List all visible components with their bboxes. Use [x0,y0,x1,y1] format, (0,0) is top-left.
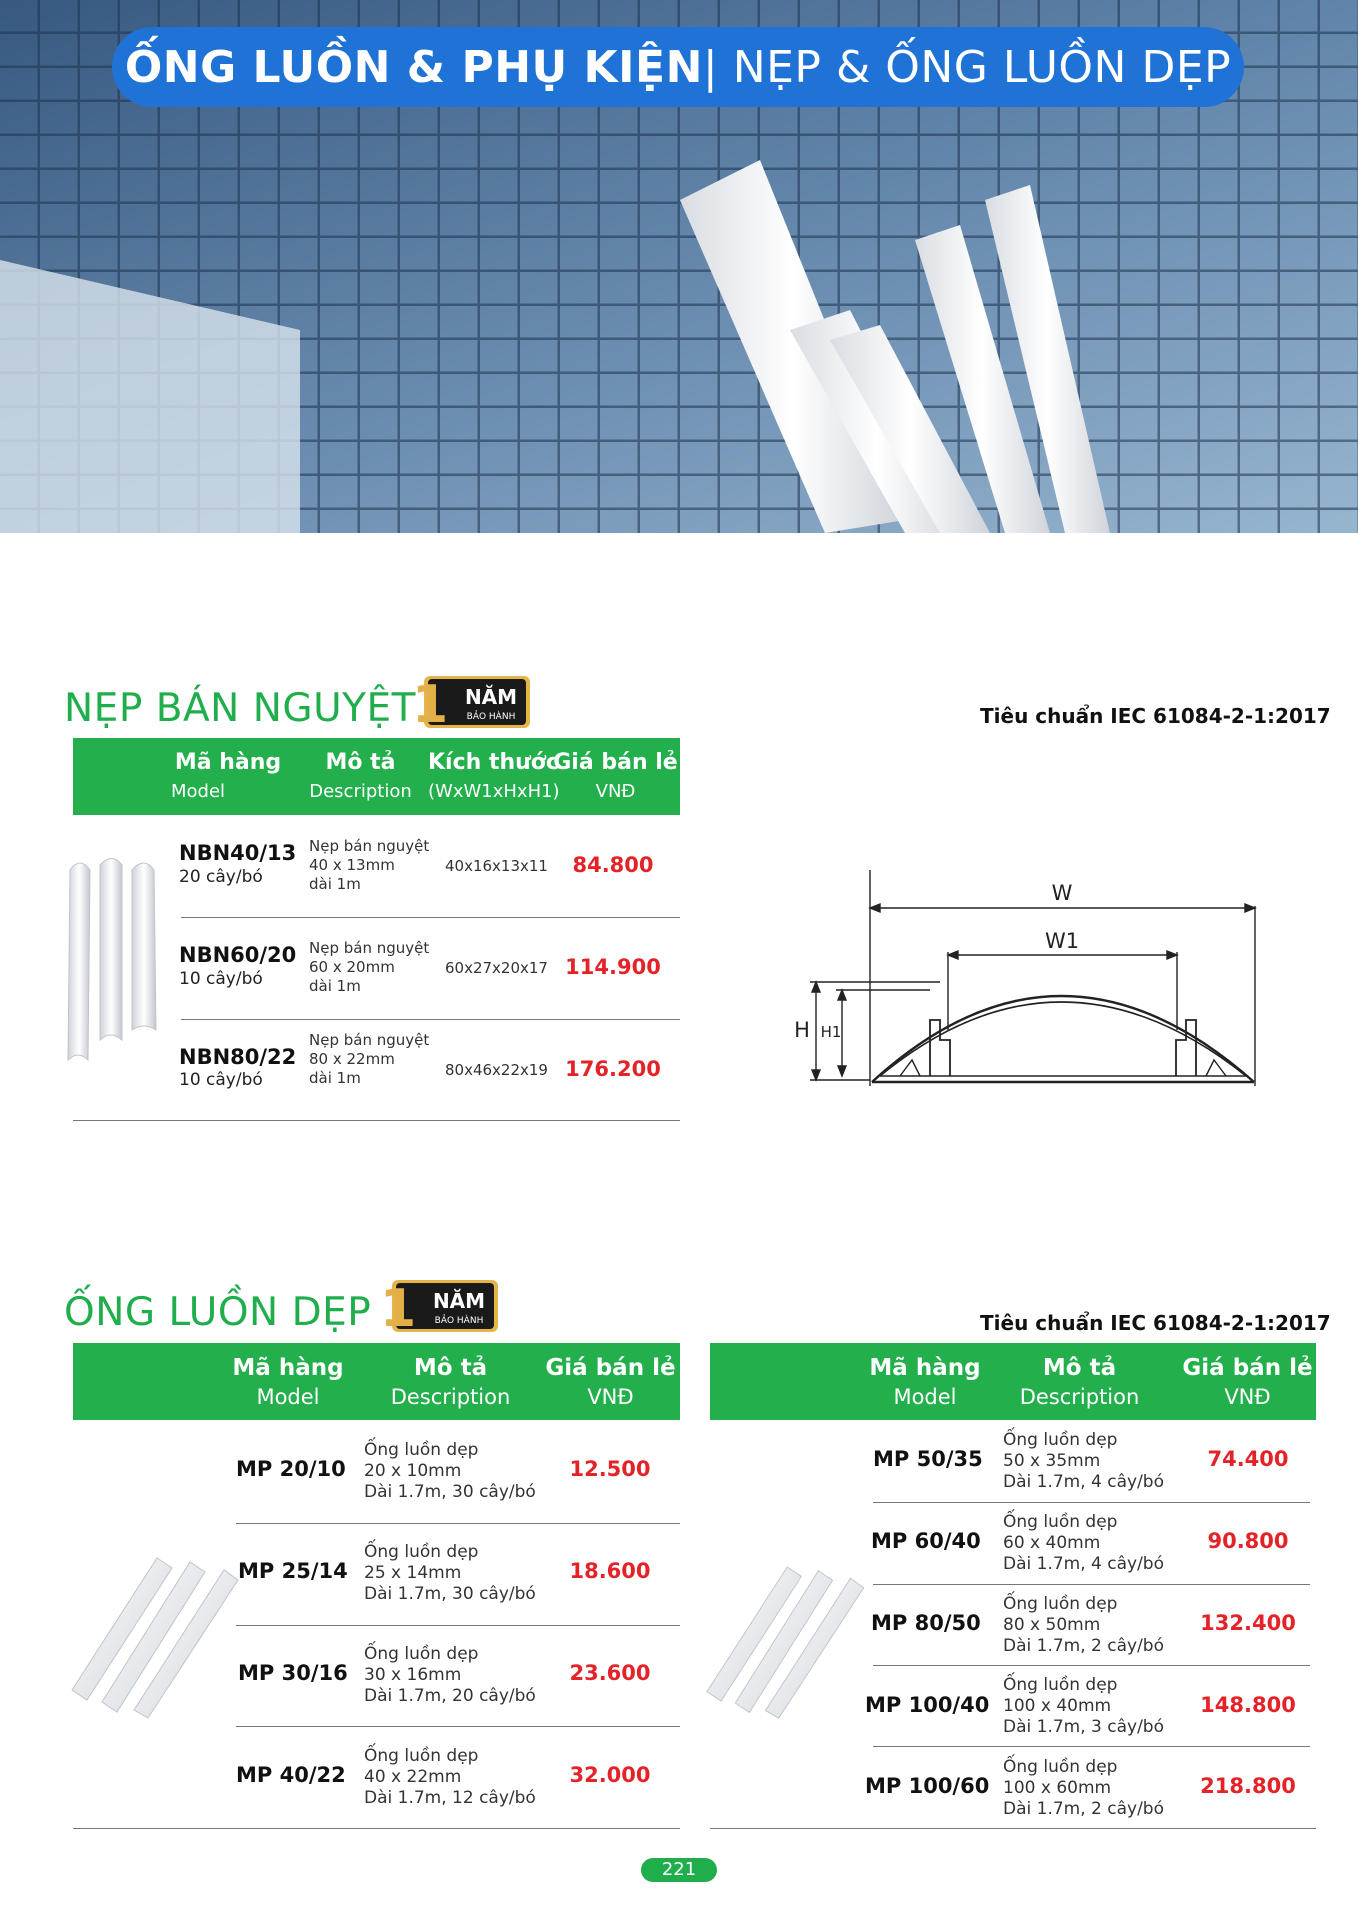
badge-caption: BẢO HÀNH [434,1316,484,1326]
col-model: Mã hàng Model [171,750,282,802]
price: 90.800 [1207,1529,1289,1553]
section-title-ong: ỐNG LUỒN DẸP [64,1290,372,1335]
price: 218.800 [1200,1774,1296,1798]
price: 32.000 [569,1763,651,1787]
page-number: 221 [641,1858,717,1882]
col-price: Giá bán lẻ VNĐ [553,750,678,802]
description: Ống luồn dẹp 100 x 40mm Dài 1.7m, 3 cây/bó [1003,1675,1165,1737]
diagram-label-h: H [794,1018,810,1042]
product-image-ong-left [62,1540,242,1720]
dimensions: 60x27x20x17 [445,959,548,977]
col-price: Giá bán lẻ VNĐ [1182,1355,1313,1409]
cross-section-diagram [780,870,1270,1100]
model-code: MP 20/10 [236,1457,346,1481]
hero-banner [0,0,1358,533]
model-code: NBN40/13 [179,841,297,865]
model-code: MP 80/50 [871,1611,981,1635]
model-code: MP 40/22 [236,1763,346,1787]
section-title-nep: NẸP BÁN NGUYỆT [64,686,416,731]
model-code: MP 25/14 [238,1559,348,1583]
header-title-light: | NẸP & ỐNG LUỒN DẸP [702,41,1232,93]
col-price: Giá bán lẻ VNĐ [545,1355,676,1409]
badge-number: 1 [412,676,449,728]
price: 114.900 [565,955,661,979]
price: 12.500 [569,1457,651,1481]
description: Ống luồn dẹp 80 x 50mm Dài 1.7m, 2 cây/bó [1003,1594,1165,1656]
standard-label-ong: Tiêu chuẩn IEC 61084-2-1:2017 [980,1311,1331,1335]
diagram-label-w1: W1 [1044,929,1080,953]
warranty-badge [402,676,530,728]
price: 18.600 [569,1559,651,1583]
model-code: MP 50/35 [873,1447,983,1471]
badge-word: NĂM [432,1289,486,1313]
badge-word: NĂM [464,685,518,709]
col-model: Mã hàng Model [869,1355,981,1409]
model-code: NBN80/22 [179,1045,297,1069]
model-code: MP 60/40 [871,1529,981,1553]
col-description: Mô tả Description [309,750,412,802]
pack-qty: 10 cây/bó [179,1070,263,1090]
price: 176.200 [565,1057,661,1081]
badge-number: 1 [380,1280,417,1332]
standard-label-nep: Tiêu chuẩn IEC 61084-2-1:2017 [980,704,1331,728]
description: Ống luồn dẹp 25 x 14mm Dài 1.7m, 30 cây/bó [364,1542,536,1604]
product-image-ong-right [695,1550,870,1720]
dimensions: 80x46x22x19 [445,1061,548,1079]
price: 84.800 [572,853,654,877]
price: 132.400 [1200,1611,1296,1635]
description: Nẹp bán nguyệt 60 x 20mm dài 1m [309,939,430,995]
pack-qty: 20 cây/bó [179,867,263,887]
col-description: Mô tả Description [390,1355,511,1409]
col-model: Mã hàng Model [232,1355,344,1409]
model-code: MP 100/60 [865,1774,990,1798]
pack-qty: 10 cây/bó [179,969,263,989]
header-title-bold: ỐNG LUỒN & PHỤ KIỆN [124,41,703,93]
table-header-nep [73,738,680,815]
price: 23.600 [569,1661,651,1685]
description: Nẹp bán nguyệt 40 x 13mm dài 1m [309,837,430,893]
warranty-badge [370,1280,498,1332]
model-code: MP 30/16 [238,1661,348,1685]
description: Ống luồn dẹp 40 x 22mm Dài 1.7m, 12 cây/bó [364,1746,536,1808]
table-header-ong-left [73,1343,680,1420]
table-header-ong-right [710,1343,1316,1420]
model-code: NBN60/20 [179,943,297,967]
product-image-nep [60,850,170,1070]
description: Ống luồn dẹp 50 x 35mm Dài 1.7m, 4 cây/bó [1003,1430,1165,1492]
description: Ống luồn dẹp 20 x 10mm Dài 1.7m, 30 cây/bó [364,1440,536,1502]
price: 148.800 [1200,1693,1296,1717]
description: Ống luồn dẹp 60 x 40mm Dài 1.7m, 4 cây/bó [1003,1512,1165,1574]
col-size: Kích thước (WxW1xHxH1) [428,750,560,802]
description: Nẹp bán nguyệt 80 x 22mm dài 1m [309,1031,430,1087]
dimensions: 40x16x13x11 [445,857,548,875]
diagram-label-h1: H1 [820,1023,842,1041]
col-description: Mô tả Description [1019,1355,1140,1409]
model-code: MP 100/40 [865,1693,990,1717]
description: Ống luồn dẹp 30 x 16mm Dài 1.7m, 20 cây/bó [364,1644,536,1706]
description: Ống luồn dẹp 100 x 60mm Dài 1.7m, 2 cây/bó [1003,1757,1165,1819]
price: 74.400 [1207,1447,1289,1471]
page-header-title [112,27,1244,107]
badge-caption: BẢO HÀNH [466,712,516,722]
diagram-label-w: W [1051,881,1073,905]
